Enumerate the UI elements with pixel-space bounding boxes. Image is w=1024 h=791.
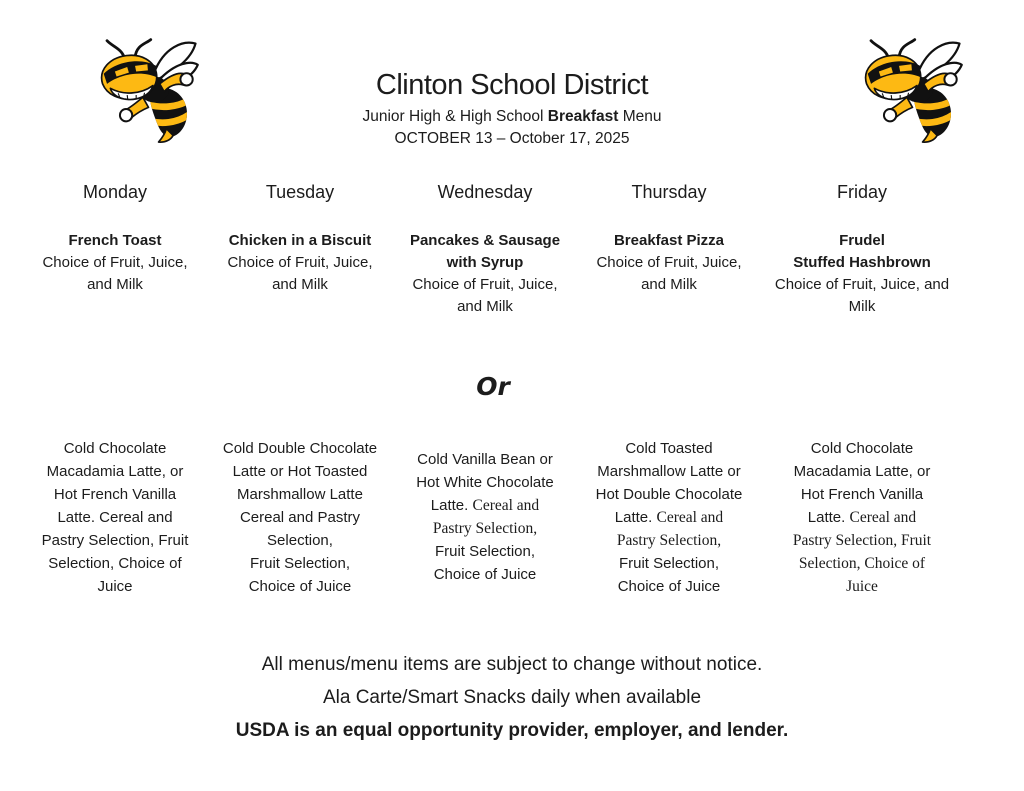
beverage-item-tuesday bbox=[210, 422, 390, 612]
beverage-line: Hot Double Chocolate bbox=[595, 485, 743, 503]
beverage-line: Choice of Juice bbox=[248, 577, 352, 595]
beverage-line: Fruit Selection, bbox=[618, 554, 720, 572]
entree-desc-line: and Milk bbox=[87, 276, 143, 293]
footer-note-change: All menus/menu items are subject to change without notice. bbox=[261, 654, 763, 675]
entree-title-line: Breakfast Pizza bbox=[613, 232, 725, 249]
footer-note-usda: USDA is an equal opportunity provider, employer, and lender. bbox=[235, 720, 789, 741]
day-header-monday: Monday bbox=[82, 182, 148, 202]
days-row bbox=[25, 182, 961, 203]
beverage-line: Fruit Selection, bbox=[434, 543, 536, 560]
day-header-tuesday: Tuesday bbox=[265, 182, 335, 202]
beverage-line: Latte or Hot Toasted bbox=[232, 462, 368, 480]
entree-title-line: Chicken in a Biscuit bbox=[228, 232, 372, 249]
beverage-item-monday bbox=[25, 422, 205, 612]
beverage-line: Hot French Vanilla bbox=[53, 485, 177, 503]
beverage-line: Juice bbox=[97, 577, 133, 595]
beverage-item-thursday bbox=[580, 422, 758, 612]
header bbox=[0, 68, 1024, 150]
beverage-line: Fruit Selection, bbox=[249, 554, 351, 572]
entree-item-thursday bbox=[580, 230, 758, 318]
beverage-line: Pastry Selection, bbox=[616, 531, 722, 549]
entree-item-tuesday bbox=[210, 230, 390, 318]
beverage-line: Selection, Choice of bbox=[48, 554, 182, 572]
entree-desc-line: Choice of Fruit, Juice, and bbox=[774, 276, 950, 293]
or-separator: Or bbox=[476, 372, 510, 401]
entree-title-line: French Toast bbox=[68, 232, 162, 249]
entree-desc-line: and Milk bbox=[272, 276, 328, 293]
entree-item-wednesday bbox=[395, 230, 575, 318]
menu-subtitle: Junior High & High School Breakfast Menu bbox=[362, 108, 662, 125]
beverage-item-wednesday bbox=[395, 422, 575, 612]
footer-note-alacarte: Ala Carte/Smart Snacks daily when available bbox=[322, 687, 702, 708]
day-header-thursday: Thursday bbox=[631, 182, 707, 202]
day-header-wednesday: Wednesday bbox=[437, 182, 533, 202]
beverage-text bbox=[596, 437, 743, 598]
beverage-line: Marshmallow Latte or bbox=[597, 462, 741, 480]
beverage-line: Pastry Selection, Fruit bbox=[792, 531, 932, 549]
footer bbox=[0, 648, 1024, 747]
beverage-line: Macadamia Latte, or bbox=[793, 462, 931, 480]
entree-desc-line: Choice of Fruit, Juice, bbox=[412, 276, 558, 293]
entree-title-line: Pancakes & Sausage bbox=[409, 232, 561, 249]
beverage-line: Cold Toasted bbox=[625, 439, 713, 457]
beverage-line: Latte. Cereal and bbox=[57, 508, 173, 526]
entree-desc-line: and Milk bbox=[457, 298, 513, 315]
beverage-line: Cereal and Pastry bbox=[239, 508, 361, 526]
beverage-line: Marshmallow Latte bbox=[237, 485, 363, 503]
beverage-text bbox=[416, 448, 554, 586]
beverage-line: Pastry Selection, Fruit bbox=[41, 531, 189, 549]
beverage-line: Choice of Juice bbox=[617, 577, 721, 595]
entree-title-line: with Syrup bbox=[446, 254, 524, 271]
beverage-text bbox=[793, 437, 931, 598]
entree-desc-line: Choice of Fruit, Juice, bbox=[596, 254, 742, 271]
entree-desc-line: Choice of Fruit, Juice, bbox=[227, 254, 373, 271]
beverage-line: Latte. Cereal and bbox=[614, 508, 724, 526]
beverage-line: Juice bbox=[846, 577, 878, 595]
entree-title-line: Frudel bbox=[839, 232, 885, 249]
beverage-item-friday bbox=[763, 422, 961, 612]
beverage-line: Hot French Vanilla bbox=[800, 485, 924, 503]
entrees-row bbox=[25, 230, 961, 318]
beverage-line: Selection, Choice of bbox=[798, 554, 926, 572]
entree-desc-line: Milk bbox=[848, 298, 876, 315]
beverage-text bbox=[223, 437, 377, 598]
beverages-row bbox=[25, 422, 961, 612]
beverage-line: Cold Chocolate bbox=[63, 439, 167, 457]
entree-title-line: Stuffed Hashbrown bbox=[793, 254, 931, 271]
beverage-line: Pastry Selection, bbox=[432, 520, 538, 537]
page-title: Clinton School District bbox=[375, 69, 649, 101]
entree-item-monday bbox=[25, 230, 205, 318]
beverage-line: Latte. Cereal and bbox=[430, 497, 540, 514]
beverage-line: Macadamia Latte, or bbox=[46, 462, 184, 480]
entree-desc-line: Choice of Fruit, Juice, bbox=[42, 254, 188, 271]
beverage-line: Cold Chocolate bbox=[810, 439, 914, 457]
beverage-line: Choice of Juice bbox=[433, 566, 537, 583]
beverage-line: Hot White Chocolate bbox=[416, 474, 554, 491]
beverage-line: Cold Vanilla Bean or bbox=[417, 451, 553, 468]
beverage-line: Latte. Cereal and bbox=[807, 508, 917, 526]
date-range: OCTOBER 13 – October 17, 2025 bbox=[394, 130, 630, 147]
beverage-line: Cold Double Chocolate bbox=[222, 439, 378, 457]
beverage-line: Selection, bbox=[267, 531, 333, 549]
entree-desc-line: and Milk bbox=[641, 276, 697, 293]
beverage-text bbox=[42, 437, 189, 598]
day-header-friday: Friday bbox=[836, 182, 887, 202]
entree-item-friday bbox=[763, 230, 961, 318]
